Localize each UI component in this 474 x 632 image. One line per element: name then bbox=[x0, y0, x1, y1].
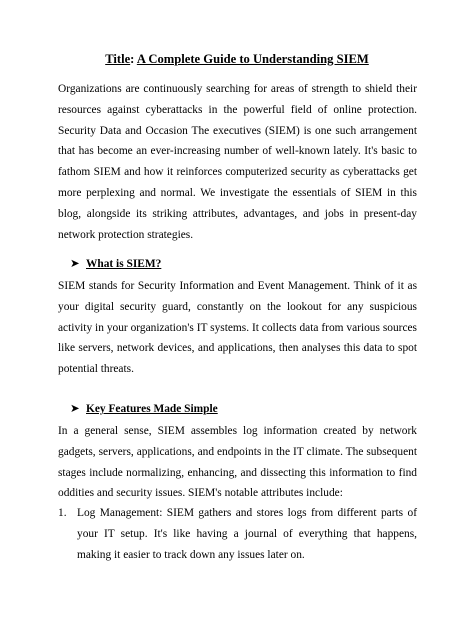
document-title bbox=[0, 50, 474, 68]
list-item-text: Log Management: SIEM gathers and stores logs from different parts of your IT setup. It's like having a journal of everything that happens, making it easier to track down any issues later on. bbox=[77, 507, 417, 561]
title-text: A Complete Guide to Understanding SIEM bbox=[136, 52, 369, 66]
section-heading-text: What is SIEM? bbox=[86, 258, 162, 270]
arrow-bullet-icon: ➤ bbox=[70, 403, 80, 415]
section-heading-key-features bbox=[70, 400, 218, 418]
section-paragraph-what-is-siem: SIEM stands for Security Information and Event Management. Think of it as your digital security guard, constantly on the lookout for any suspicious activity in your organization's IT systems. It collects data from various sources like servers, network devices, and applications, then analyses this data to spot potential threats. bbox=[58, 280, 417, 376]
title-separator: : bbox=[130, 52, 137, 66]
list-item-number: 1. bbox=[58, 507, 67, 519]
title-label: Title bbox=[105, 52, 131, 66]
section-heading-text: Key Features Made Simple bbox=[86, 403, 218, 415]
list-item bbox=[58, 503, 417, 565]
intro-paragraph: Organizations are continuously searching for areas of strength to shield their resources against cyberattacks in the powerful field of online protection. Security Data and Occasion The executives (SIEM) is one such arrangement that has become an ever-increasing number of well-known lately. It's basic to fathom SIEM and how it reinforces computerized security as cyberattacks get more perplexing and normal. We investigate the essentials of SIEM in this blog, alongside its striking attributes, advantages, and jobs in present-day network protection strategies. bbox=[58, 83, 417, 241]
section-heading-what-is-siem bbox=[70, 255, 161, 273]
arrow-bullet-icon: ➤ bbox=[70, 258, 80, 270]
section-paragraph-key-features: In a general sense, SIEM assembles log information created by network gadgets, servers, applications, and endpoints in the IT climate. The subsequent stages include normalizing, enhancing, and dissecting this information to find oddities and security issues. SIEM's notable attributes include: bbox=[58, 425, 417, 500]
